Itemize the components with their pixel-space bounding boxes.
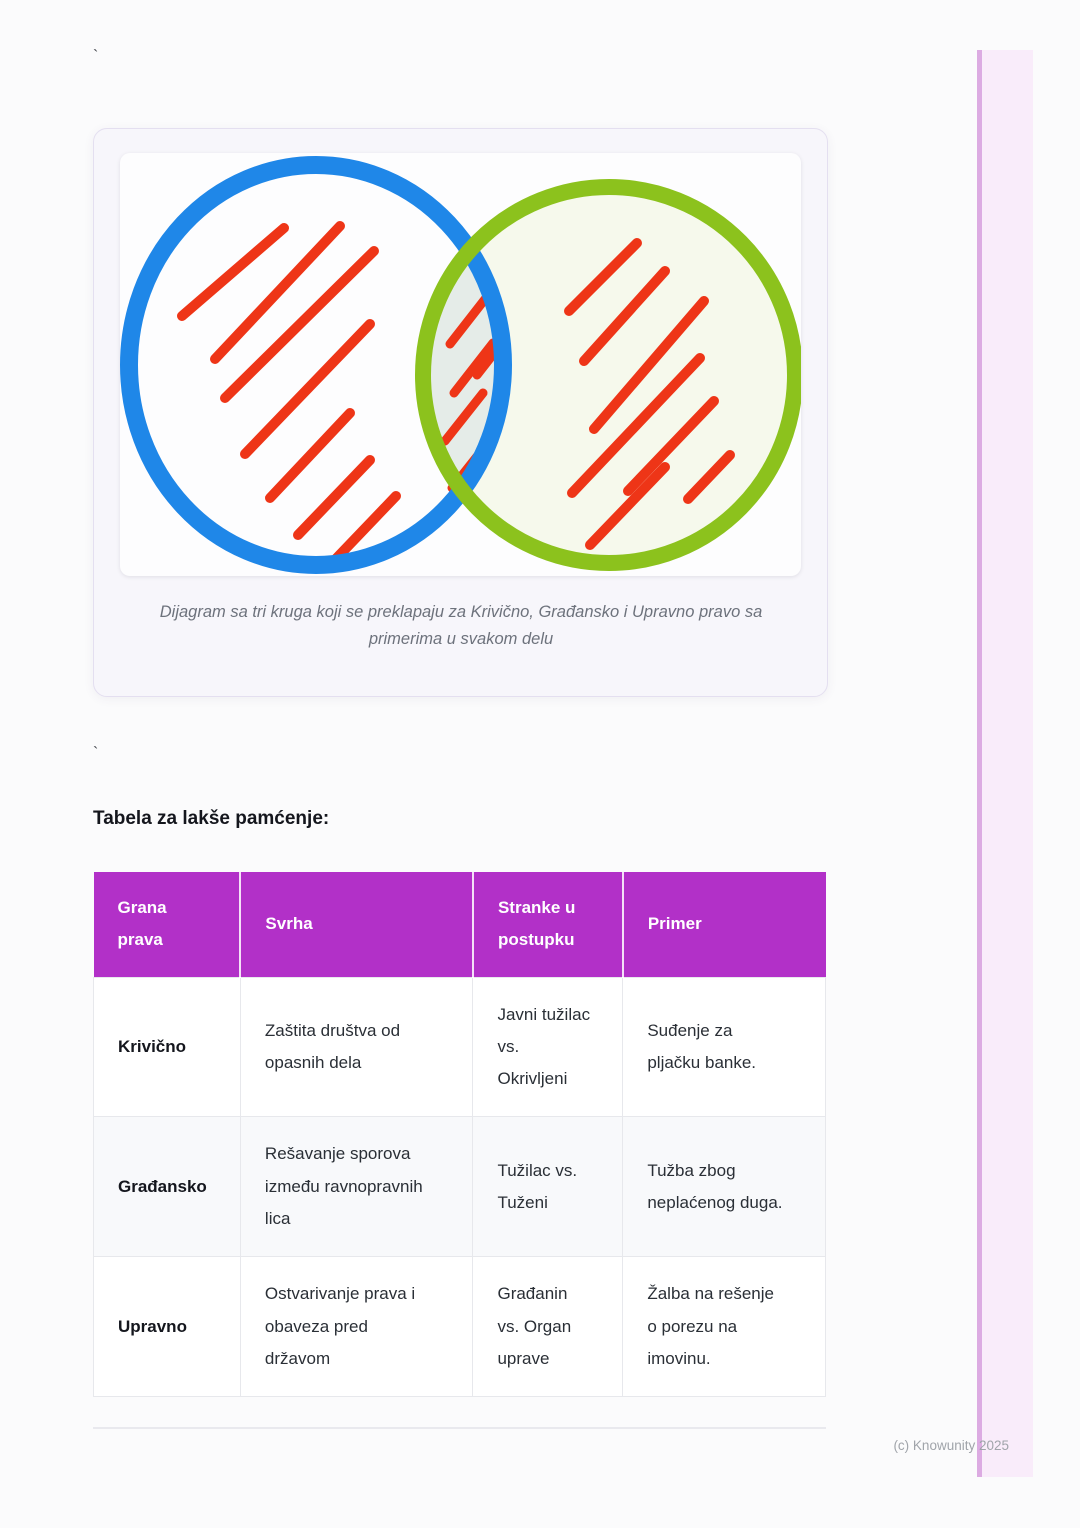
column-header-svrha: Svrha (240, 872, 473, 977)
horizontal-divider (93, 1427, 826, 1429)
cell-grana: Upravno (94, 1257, 241, 1397)
venn-diagram-two-circles-icon (120, 153, 801, 576)
cell-stranke: Građanin vs. Organ uprave (473, 1257, 623, 1397)
cell-svrha: Rešavanje sporova između ravnopravnih lica (240, 1117, 473, 1257)
venn-diagram-image (120, 153, 801, 576)
cell-stranke: Javni tužilac vs. Okrivljeni (473, 977, 623, 1117)
stray-backtick-top: ` (93, 48, 99, 65)
cell-grana: Krivično (94, 977, 241, 1117)
cell-grana: Građansko (94, 1117, 241, 1257)
cell-primer: Tužba zbog neplaćenog duga. (623, 1117, 826, 1257)
table-row-upravno (94, 1257, 826, 1397)
cell-primer: Suđenje za pljačku banke. (623, 977, 826, 1117)
stray-backtick-middle: ` (93, 745, 99, 762)
table-row-krivicno (94, 977, 826, 1117)
table-header-row (94, 872, 826, 977)
figure-caption: Dijagram sa tri kruga koji se preklapaju za Krivično, Građansko i Upravno pravo sa primerima u svakom delu (159, 603, 763, 648)
column-header-primer: Primer (623, 872, 826, 977)
cell-primer: Žalba na rešenje o porezu na imovinu. (623, 1257, 826, 1397)
section-heading: Tabela za lakše pamćenje: (93, 808, 330, 829)
cell-svrha: Zaštita društva od opasnih dela (240, 977, 473, 1117)
figure-card (93, 128, 828, 697)
column-header-stranke: Stranke u postupku (473, 872, 623, 977)
left-circle-hatching (182, 226, 396, 565)
law-branches-table (93, 872, 826, 1397)
column-header-grana-prava: Grana prava (94, 872, 241, 977)
cell-svrha: Ostvarivanje prava i obaveza pred državom (240, 1257, 473, 1397)
table-row-gradjansko (94, 1117, 826, 1257)
cell-stranke: Tužilac vs. Tuženi (473, 1117, 623, 1257)
copyright-note: (c) Knowunity 2025 (893, 1438, 1009, 1453)
